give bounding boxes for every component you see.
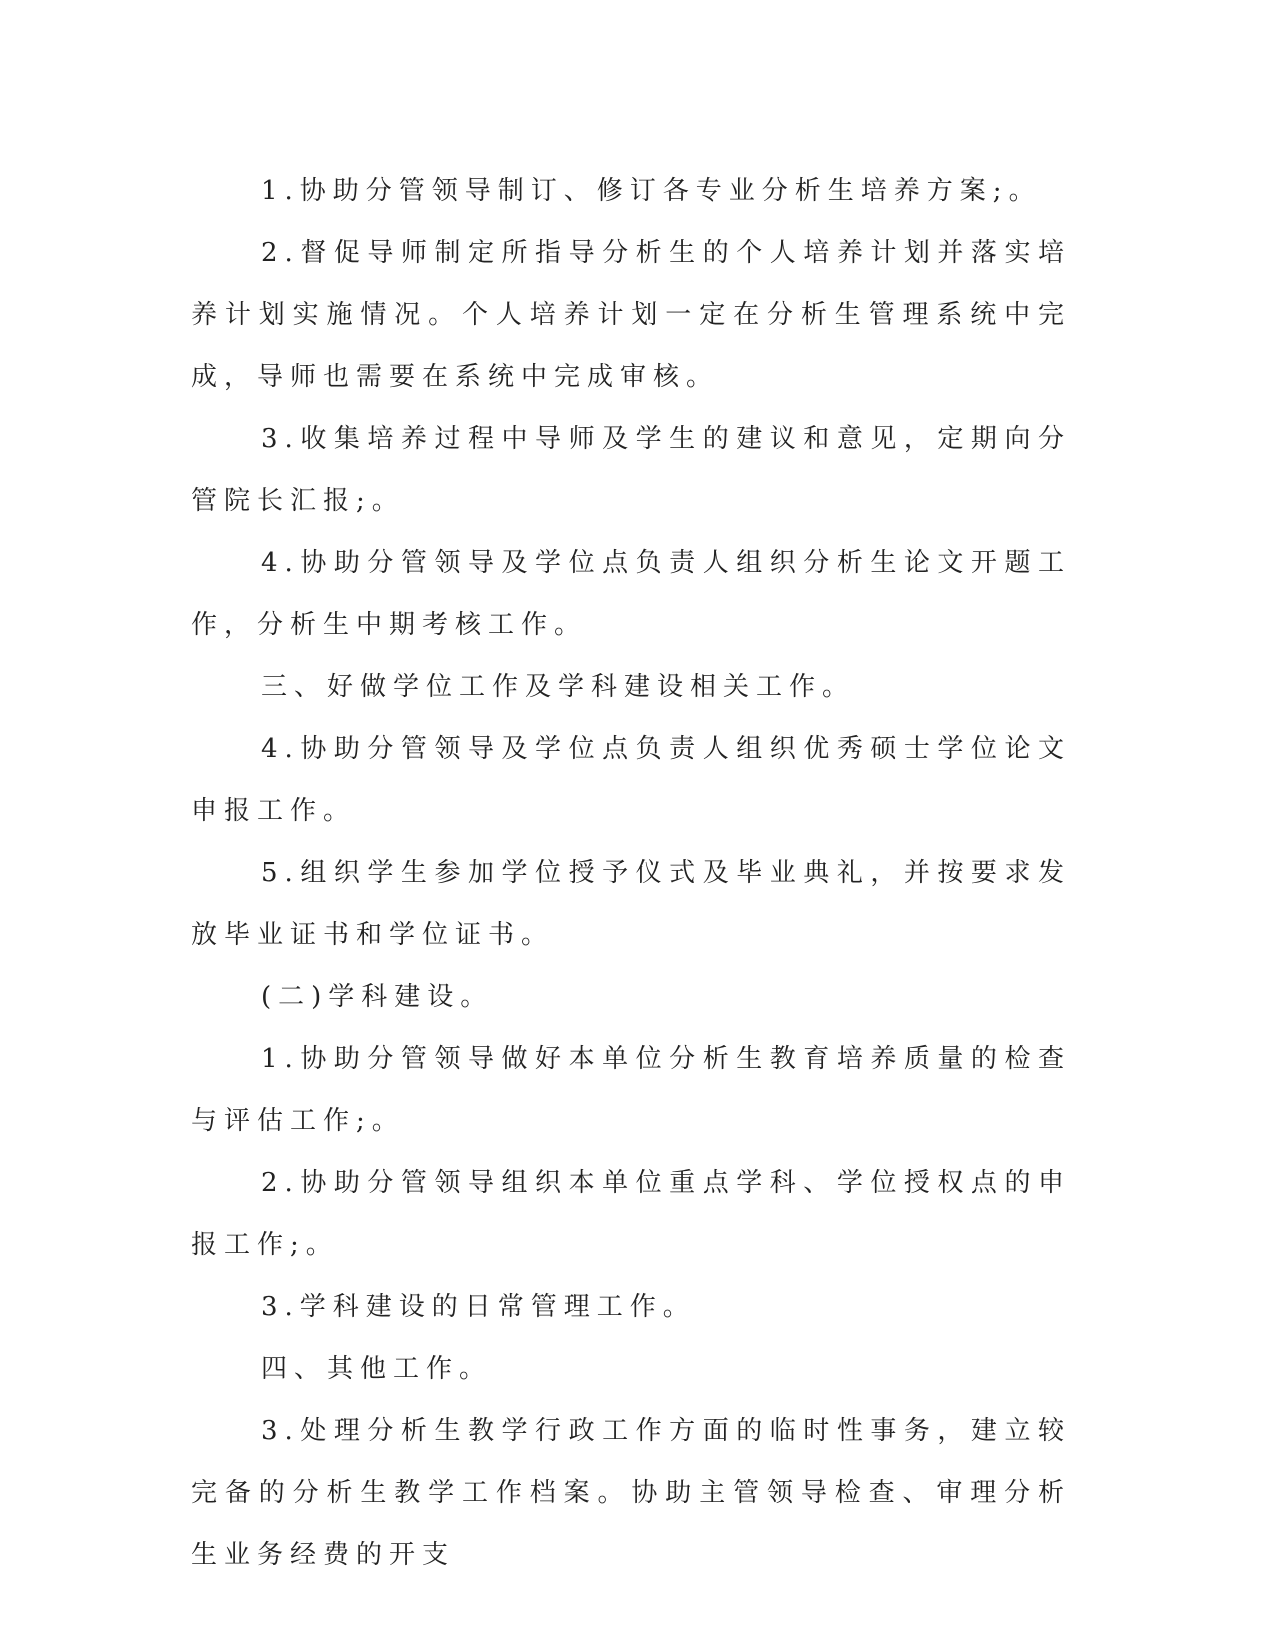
section-heading: 四、其他工作。 [261,1354,493,1384]
paragraph: 2.督促导师制定所指导分析生的个人培养计划并落实培养计划实施情况。个人培养计划一定在分析生管理系统中完成，导师也需要在系统中完成审核。 [191,238,1071,392]
paragraph: 2.协助分管领导组织本单位重点学科、学位授权点的申报工作;。 [191,1168,1071,1260]
paragraph: 5.组织学生参加学位授予仪式及毕业典礼，并按要求发放毕业证书和学位证书。 [191,858,1071,950]
paragraph: 4.协助分管领导及学位点负责人组织优秀硕士学位论文申报工作。 [191,734,1071,826]
document-body [191,160,1071,1586]
paragraph: 1.协助分管领导制订、修订各专业分析生培养方案;。 [261,176,1042,206]
paragraph: 1.协助分管领导做好本单位分析生教育培养质量的检查与评估工作;。 [191,1044,1071,1136]
paragraph: 3.处理分析生教学行政工作方面的临时性事务，建立较完备的分析生教学工作档案。协助主管领导检查、审理分析生业务经费的开支 [191,1416,1071,1570]
paragraph: 3.学科建设的日常管理工作。 [261,1292,696,1322]
paragraph: 4.协助分管领导及学位点负责人组织分析生论文开题工作，分析生中期考核工作。 [191,548,1071,640]
paragraph: 3.收集培养过程中导师及学生的建议和意见，定期向分管院长汇报;。 [191,424,1071,516]
subsection-heading: (二)学科建设。 [261,982,494,1012]
section-heading: 三、好做学位工作及学科建设相关工作。 [261,672,856,702]
